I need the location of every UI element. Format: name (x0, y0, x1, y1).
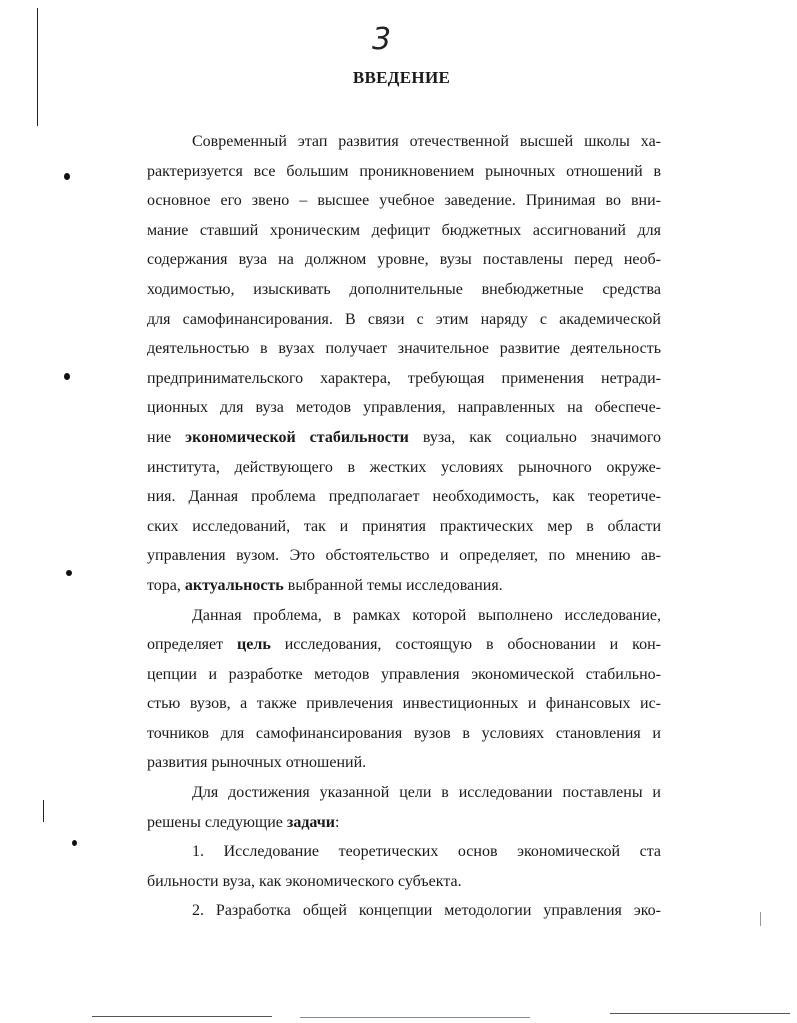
p2-line: точников для самофинансирования вузов в условиях становления и (147, 724, 661, 742)
p1-line: ционных для вуза методов управления, направленных на обеспече- (147, 399, 661, 417)
bottom-scan-line (92, 1016, 272, 1017)
emphasis-relevance: актуальность (184, 576, 284, 594)
p2-line: Данная проблема, в рамках которой выполнено исследование, (192, 606, 661, 624)
text-run: решены следующие (147, 813, 287, 831)
p1-line: ния. Данная проблема предполагает необходимость, как теоретиче- (147, 488, 661, 506)
p1-line: ходимостью, изыскивать дополнительные внебюджетные средства (147, 280, 661, 298)
text-run: определяет (147, 636, 238, 654)
p3-line: Для достижения указанной цели в исследовании поставлены и (192, 784, 661, 802)
bottom-scan-line (610, 1013, 790, 1014)
task-line: 1. Исследование теоретических основ экономической ста (192, 843, 661, 861)
p1-line: рактеризуется все большим проникновением рыночных отношений в (147, 162, 661, 180)
emphasis-goal: цель (237, 636, 271, 654)
task-line: бильности вуза, как экономического субъекта. (147, 872, 462, 890)
p1-line: предпринимательского характера, требующая применения нетради- (147, 369, 661, 387)
p1-line: мание ставший хроническим дефицит бюджетных ассигнований для (147, 221, 661, 239)
right-edge-mark (760, 912, 761, 926)
p1-line: основное его звено – высшее учебное заведение. Принимая во вни- (147, 192, 661, 210)
punch-hole-mark (72, 840, 77, 846)
p1-line: деятельностью в вузах получает значительное развитие деятельность (147, 340, 661, 358)
punch-hole-mark (66, 570, 72, 576)
p2-line: развития рыночных отношений. (147, 754, 367, 772)
p2-line: цепции и разработке методов управления экономической стабильно- (147, 665, 661, 683)
text-run: вуза, как социально значимого (408, 428, 662, 446)
text-run: : (335, 813, 340, 831)
p1-line: управления вузом. Это обстоятельство и определяет, по мнению ав- (147, 547, 661, 565)
punch-hole-mark (64, 373, 70, 380)
p1-line (147, 571, 661, 601)
bottom-scan-line (300, 1017, 530, 1018)
p1-line: Современный этап развития отечественной высшей школы ха- (192, 133, 661, 150)
p1-line: института, действующего в жестких условиях рыночного окруже- (147, 458, 661, 476)
p3-line (147, 808, 661, 838)
text-run: исследования, состоящую в обосновании и кон- (270, 636, 661, 654)
emphasis-tasks: задачи (286, 813, 336, 831)
p1-line: содержания вуза на должном уровне, вузы поставлены перед необ- (147, 251, 661, 269)
left-margin-mark (43, 800, 44, 822)
left-margin-line (37, 8, 38, 126)
text-run: тора, (147, 576, 185, 594)
p1-line: ских исследований, так и принятия практических мер в области (147, 517, 661, 535)
page-number: 3 (372, 22, 392, 57)
p1-line: для самофинансирования. В связи с этим наряду с академической (147, 310, 661, 328)
page-title: ВВЕДЕНИЕ (352, 68, 451, 87)
text-run: выбранной темы исследования. (283, 576, 503, 594)
p2-line (147, 630, 661, 660)
p2-line: стью вузов, а также привлечения инвестиционных и финансовых ис- (147, 695, 661, 713)
punch-hole-mark (64, 173, 70, 180)
p1-line (147, 423, 661, 453)
body-text (147, 127, 661, 926)
task-line: 2. Разработка общей концепции методологии управления эко- (192, 902, 661, 920)
emphasis-economic-stability: экономической стабильности (185, 428, 409, 446)
text-run: ние (147, 428, 186, 446)
